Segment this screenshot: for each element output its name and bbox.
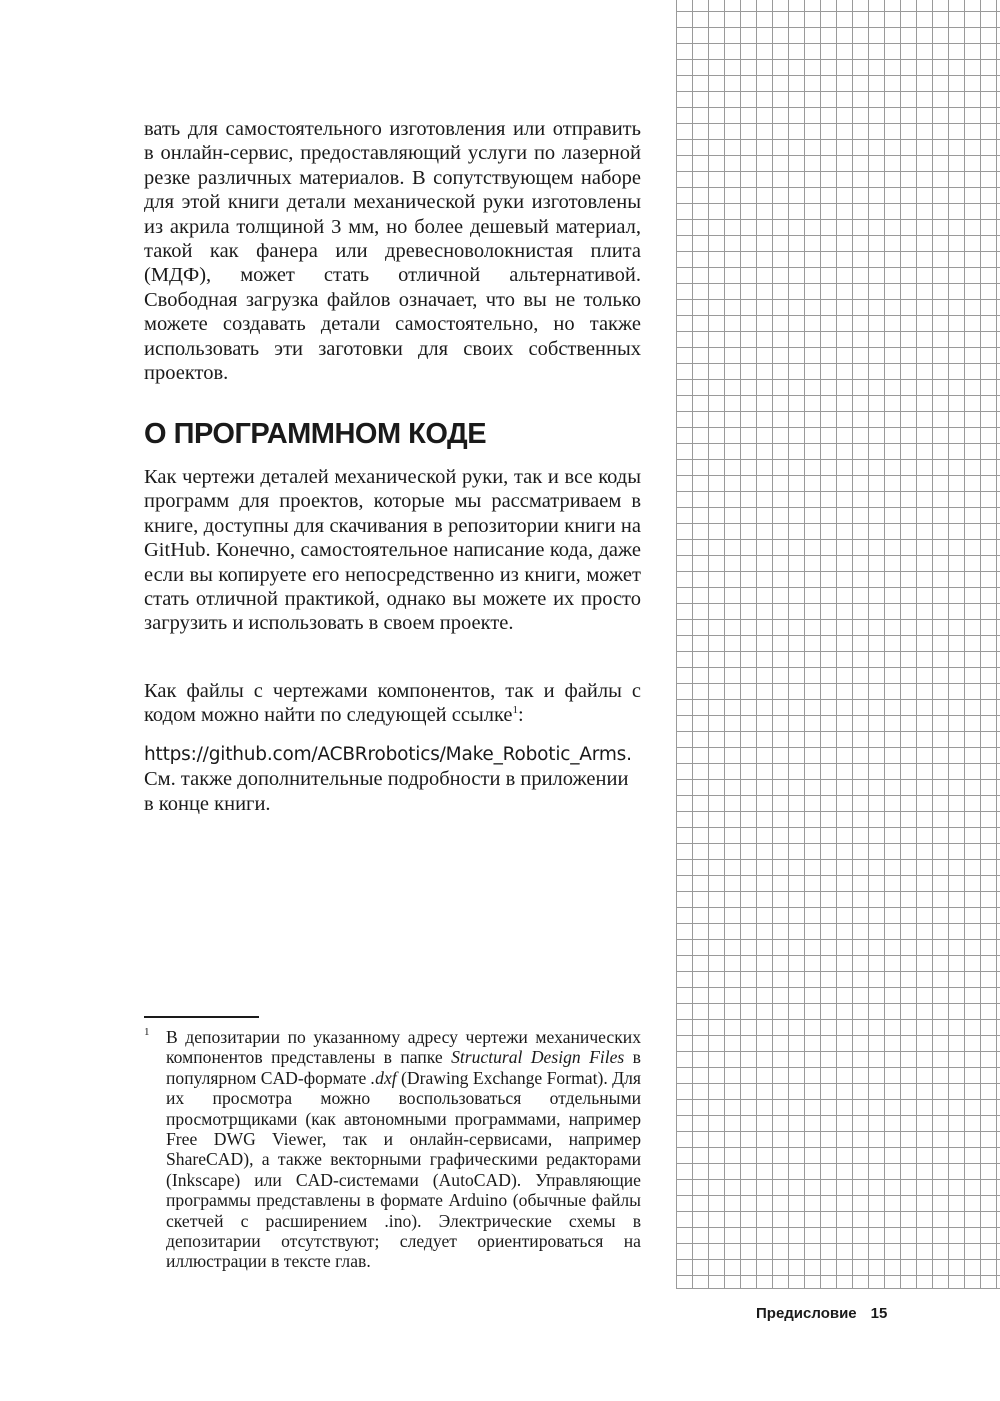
url-paragraph: [144, 742, 641, 816]
footnote-italic-ext: .dxf: [370, 1067, 397, 1088]
files-paragraph: [144, 679, 641, 728]
url-paragraph-text: См. также дополнительные подробности в приложении в конце книги.: [144, 768, 629, 815]
footnote-italic-folder: Structural Design Files: [451, 1047, 625, 1068]
footnote-part-2: в популярном CAD-формате: [166, 1047, 641, 1088]
footnote-divider: [144, 1016, 259, 1018]
code-paragraph: Как чертежи деталей механической руки, так и все коды программ для проектов, которые мы рассматриваем в книге, доступны для скачивания в репозитории книги на GitHub. Конечно, самостоятельное написание кода, даже если вы копируете его непосредственно из книги, может стать отличной практикой, однако вы можете их просто загрузить и использовать в своем проекте.: [144, 466, 641, 635]
footnote-part-1: В депозитарии по указанному адресу чертежи механических компонентов представлены в папке: [166, 1027, 641, 1068]
footnote-part-3: (Drawing Exchange Format). Для их просмотра можно воспользоваться отдельными просмотрщиками (как автономными программами, например Free DWG Viewer, так и онлайн-сервисами, например ShareCAD), а также векторными графическими редакторами (Inkscape) или CAD-системами (AutoCAD). Управляющие программы представлены в формате Arduino (обычные файлы скетчей с расширением .ino). Электрические схемы в депозитарии отсутствуют; следует ориентироваться на иллюстрации в тексте глав.: [166, 1067, 642, 1272]
intro-paragraph: вать для самостоятельного изготовления или отправить в онлайн-сервис, предоставляющий услуги по лазерной резке различных материалов. В сопутствующем наборе для этой книги детали механической руки изготовлены из акрила толщиной 3 мм, но более дешевый материал, такой как фанера или древесноволокнистая плита (МДФ), может стать отличной альтернативой. Свободная загрузка файлов означает, что вы не только можете создавать детали самостоятельно, но также использовать эти заготовки для своих собственных проектов.: [144, 118, 641, 385]
files-paragraph-text: Как файлы с чертежами компонентов, так и файлы с кодом можно найти по следующей ссылке: [144, 680, 641, 727]
running-footer: [756, 1305, 887, 1322]
running-title: Предисловие: [756, 1305, 857, 1322]
section-heading: О ПРОГРАММНОМ КОДЕ: [144, 418, 487, 450]
footnote-reference[interactable]: 1: [512, 704, 519, 717]
files-paragraph-colon: :: [518, 704, 524, 727]
footnote-number: 1: [144, 1026, 150, 1038]
page-number: 15: [870, 1305, 888, 1322]
footnote-text: [166, 1027, 641, 1272]
graph-paper-margin: [676, 0, 1000, 1289]
repository-link[interactable]: https://github.com/ACBRrobotics/Make_Robotic_Arms.: [144, 744, 632, 765]
